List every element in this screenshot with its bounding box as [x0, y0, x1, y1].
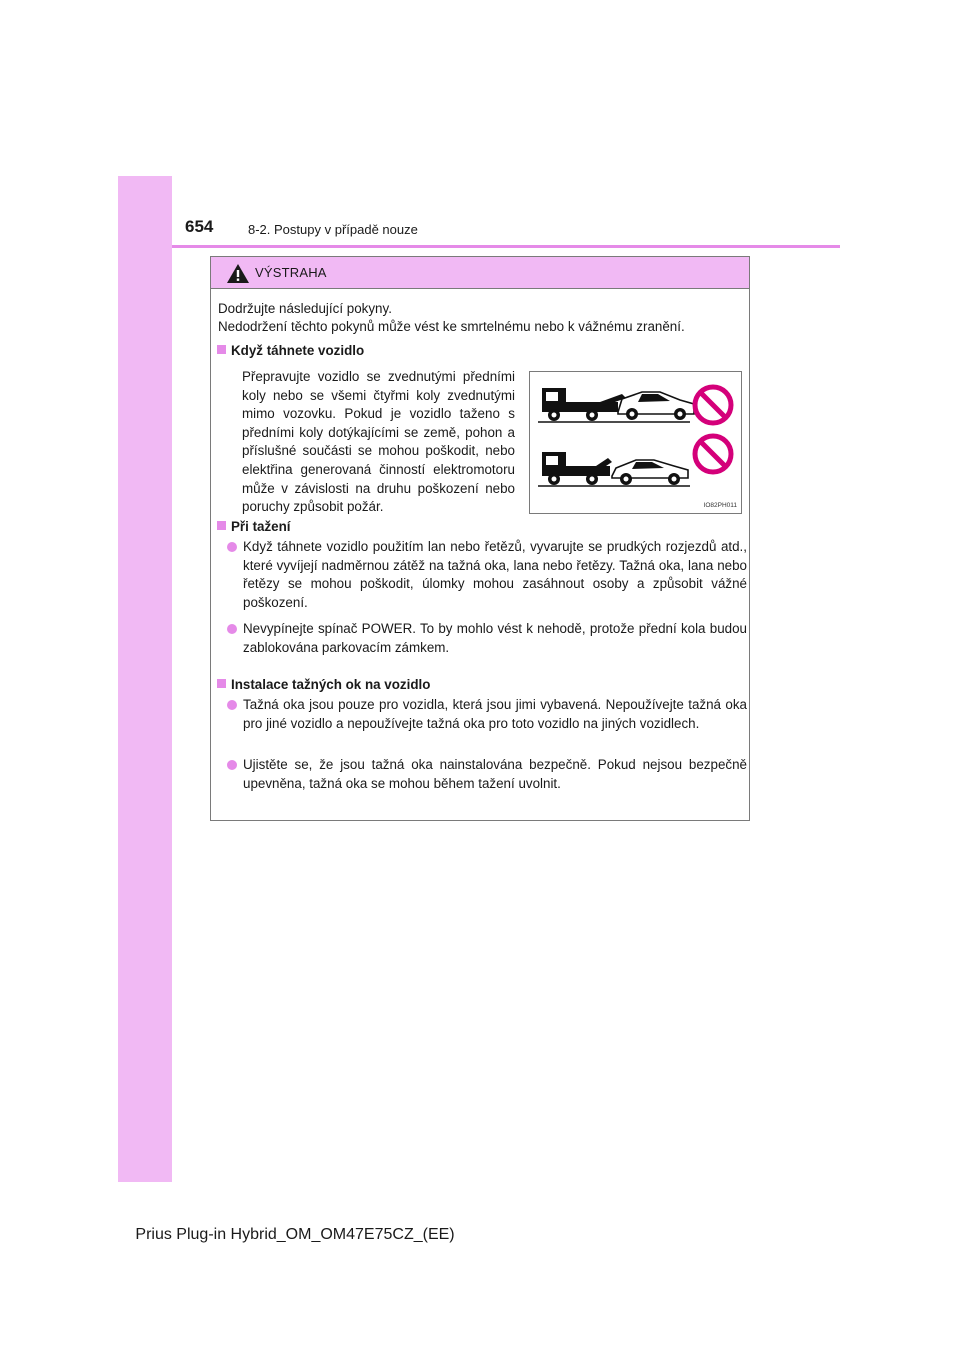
subheading-tow-eyelets: Instalace tažných ok na vozidlo	[217, 676, 430, 694]
list-item: Ujistěte se, že jsou tažná oka nainstalována bezpečně. Pokud nejsou bezpečně upevněna, tažná oka se mohou během tažení uvolnit.	[227, 756, 747, 793]
warning-header	[211, 257, 749, 289]
intro-line: Nedodržení těchto pokynů může vést ke smrtelnému nebo k vážnému zranění.	[218, 319, 685, 334]
warning-triangle-icon	[227, 264, 249, 283]
intro-line: Dodržujte následující pokyny.	[218, 301, 392, 316]
warning-box	[210, 256, 750, 821]
list-item: Když táhnete vozidlo použitím lan nebo řetězů, vyvarujte se prudkých rozjezdů atd., které vyvíjejí nadměrnou zátěž na tažná oka, lana nebo řetězy. Tažná oka, lana nebo řetězy se mohou poškodit, úlomky mohou zasáhnout osoby a způsobit vážné poškození.	[227, 538, 747, 612]
round-bullet-icon	[227, 542, 237, 552]
towing-paragraph: Přepravujte vozidlo se zvednutými předními koly nebo se všemi čtyřmi koly zvednutými mimo vozovku. Pokud je vozidlo taženo s předními koly dotýkajícími se země, pohon a příslušné součásti se mohou poškodit, nebo elektřina generovaná činností elektromotoru může v závislosti na druhu poškození nebo poruchy způsobit požár.	[242, 369, 515, 515]
prohibited-icon	[695, 387, 731, 423]
warning-title: VÝSTRAHA	[255, 265, 327, 280]
prohibited-icon	[695, 436, 731, 472]
figure-code: IO82PH011	[703, 502, 737, 509]
round-bullet-icon	[227, 700, 237, 710]
tow-truck-icon	[542, 388, 626, 421]
car-icon	[612, 460, 688, 485]
square-bullet-icon	[217, 679, 226, 688]
warning-intro	[218, 300, 748, 336]
section-title: 8-2. Postupy v případě nouze	[248, 222, 418, 237]
list-item: Nevypínejte spínač POWER. To by mohlo vést k nehodě, protože přední kola budou zablokována parkovacím zámkem.	[227, 620, 747, 657]
tow-truck-illustration	[530, 372, 741, 513]
round-bullet-icon	[227, 624, 237, 634]
square-bullet-icon	[217, 345, 226, 354]
footer-doc-id: Prius Plug-in Hybrid_OM_OM47E75CZ_(EE)	[135, 1226, 455, 1243]
list-item: Tažná oka jsou pouze pro vozidla, která jsou jimi vybavená. Nepoužívejte tažná oka pro jiné vozidlo a nepoužívejte tažná oka pro toto vozidlo na jiných vozidlech.	[227, 696, 747, 733]
subheading-towing: Když táhnete vozidlo	[217, 342, 364, 360]
subheading-during-towing: Při tažení	[217, 518, 291, 536]
square-bullet-icon	[217, 521, 226, 530]
tow-truck-icon	[542, 452, 612, 485]
towing-illustration	[529, 371, 742, 514]
side-tab-band	[118, 176, 172, 1182]
page-number: 654	[185, 217, 214, 236]
header-rule	[172, 245, 840, 248]
round-bullet-icon	[227, 760, 237, 770]
car-icon	[618, 392, 694, 420]
